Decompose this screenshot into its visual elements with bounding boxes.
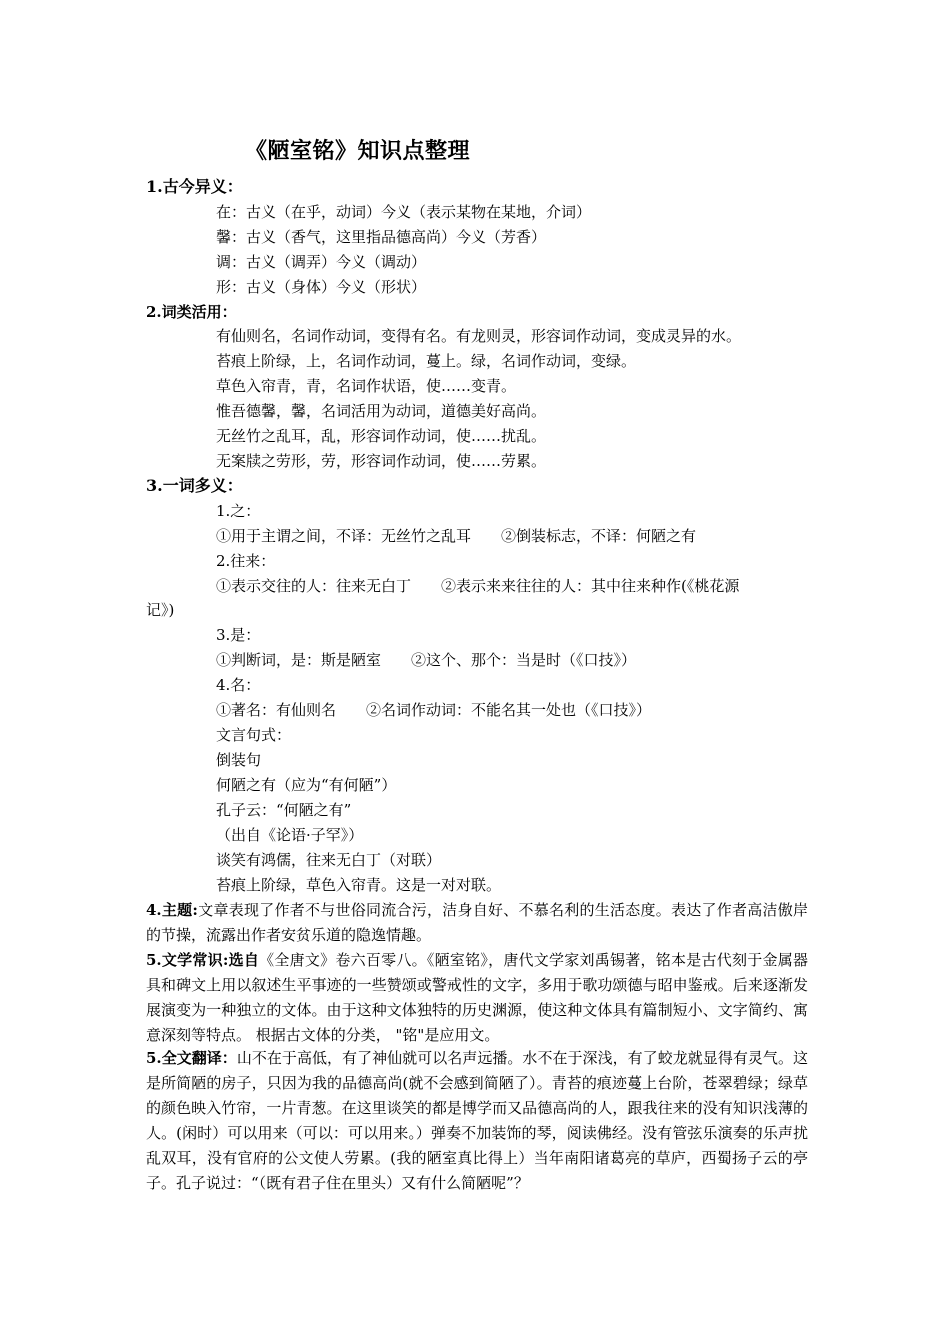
meaning-a: ①判断词，是：斯是陋室 xyxy=(216,651,382,669)
literary-knowledge-text: 《全唐文》卷六百零八。《陋室铭》，唐代文学家刘禹锡著，铭本是古代刻于金属器具和碑文上用以叙述生平事迹的一些赞颂或警戒性的文字，多用于歌功颂德与昭申鉴戒。后来逐渐发展演变为一种独立的文体。由于这种文体独特的历史渊源，使这种文体具有篇制短小、文字简约、寓意深刻等特点。 根据古文体的分类， "铭"是应用文。 xyxy=(146,951,808,1044)
meaning-b: ②倒装标志，不译：何陋之有 xyxy=(501,527,697,545)
text-line: 形：古义（身体）今义（形状） xyxy=(216,278,427,296)
text-line: 谈笑有鸿儒，往来无白丁（对联） xyxy=(216,851,442,869)
text-line: 在：古义（在乎，动词）今义（表示某物在某地，介词） xyxy=(216,203,592,221)
polysemy-meanings xyxy=(216,576,739,596)
section-heading-polysemy: 3.一词多义： xyxy=(146,476,243,495)
theme-label: 4.主题: xyxy=(146,901,198,919)
text-line: 苔痕上阶绿，草色入帘青。这是一对对联。 xyxy=(216,876,502,894)
polysemy-label: 1.之： xyxy=(216,502,261,520)
polysemy-label: 2.往来： xyxy=(216,552,276,570)
meaning-b: ②这个、那个：当是时（《口技》） xyxy=(411,651,637,669)
text-line: 文言句式： xyxy=(216,726,292,744)
text-line: 惟吾德馨，馨，名词活用为动词，道德美好高尚。 xyxy=(216,402,547,420)
text-line: 调：古义（调弄）今义（调动） xyxy=(216,253,427,271)
translation-paragraph xyxy=(146,1046,808,1196)
text-line: 苔痕上阶绿，上，名词作动词，蔓上。绿，名词作动词，变绿。 xyxy=(216,352,637,370)
polysemy-meanings xyxy=(216,650,636,670)
text-line-continuation: 记》) xyxy=(146,601,175,619)
meaning-a: ①用于主谓之间，不译：无丝竹之乱耳 xyxy=(216,527,472,545)
text-line: 有仙则名，名词作动词，变得有名。有龙则灵，形容词作动词，变成灵异的水。 xyxy=(216,327,742,345)
text-line: 馨：古义（香气，这里指品德高尚）今义（芳香） xyxy=(216,228,547,246)
literary-knowledge-label: 5.文学常识: xyxy=(146,951,229,969)
polysemy-label: 4.名： xyxy=(216,676,261,694)
section-heading-word-class: 2.词类活用： xyxy=(146,303,237,321)
text-line: 孔子云：“何陋之有” xyxy=(216,801,352,819)
section-heading-archaic-meanings: 1.古今异义： xyxy=(146,177,243,196)
meaning-b: ②表示来来往往的人：其中往来种作(《桃花源 xyxy=(441,577,740,595)
text-line: 何陋之有（应为“有何陋”） xyxy=(216,776,397,794)
polysemy-meanings xyxy=(216,526,696,546)
text-line: 草色入帘青，青，名词作状语，使……变青。 xyxy=(216,377,517,395)
text-line: 倒装句 xyxy=(216,751,262,769)
text-line: （出自《论语·子罕》） xyxy=(216,826,364,844)
theme-paragraph xyxy=(146,898,808,948)
meaning-b: ②名词作动词：不能名其一处也（《口技》） xyxy=(366,701,652,719)
theme-text: 文章表现了作者不与世俗同流合污，洁身自好、不慕名利的生活态度。表达了作者高洁傲岸的节操，流露出作者安贫乐道的隐逸情趣。 xyxy=(146,901,808,944)
page-title: 《陋室铭》知识点整理 xyxy=(245,139,471,164)
meaning-a: ①表示交往的人：往来无白丁 xyxy=(216,577,412,595)
literary-knowledge-paragraph xyxy=(146,948,808,1048)
translation-label: 5.全文翻译： xyxy=(146,1049,237,1067)
polysemy-meanings xyxy=(216,700,651,720)
text-line: 无案牍之劳形，劳，形容词作动词，使……劳累。 xyxy=(216,452,547,470)
meaning-a: ①著名：有仙则名 xyxy=(216,701,337,719)
literary-knowledge-bold: 选自 xyxy=(228,951,260,969)
text-line: 无丝竹之乱耳，乱，形容词作动词，使……扰乱。 xyxy=(216,427,547,445)
translation-text: 山不在于高低，有了神仙就可以名声远播。水不在于深浅，有了蛟龙就显得有灵气。这是所简陋的房子，只因为我的品德高尚(就不会感到简陋了）。青苔的痕迹蔓上台阶，苍翠碧绿；绿草的颜色映入竹帘，一片青葱。在这里谈笑的都是博学而又品德高尚的人，跟我往来的没有知识浅薄的人。(闲时）可以用来（可以：可以用来。）弹奏不加装饰的琴，阅读佛经。没有管弦乐演奏的乐声扰乱双耳，没有官府的公文使人劳累。(我的陋室真比得上）当年南阳诸葛亮的草庐，西蜀扬子云的亭子。孔子说过：“（既有君子住在里头）又有什么简陋呢”？ xyxy=(146,1049,808,1192)
polysemy-label: 3.是： xyxy=(216,626,261,644)
